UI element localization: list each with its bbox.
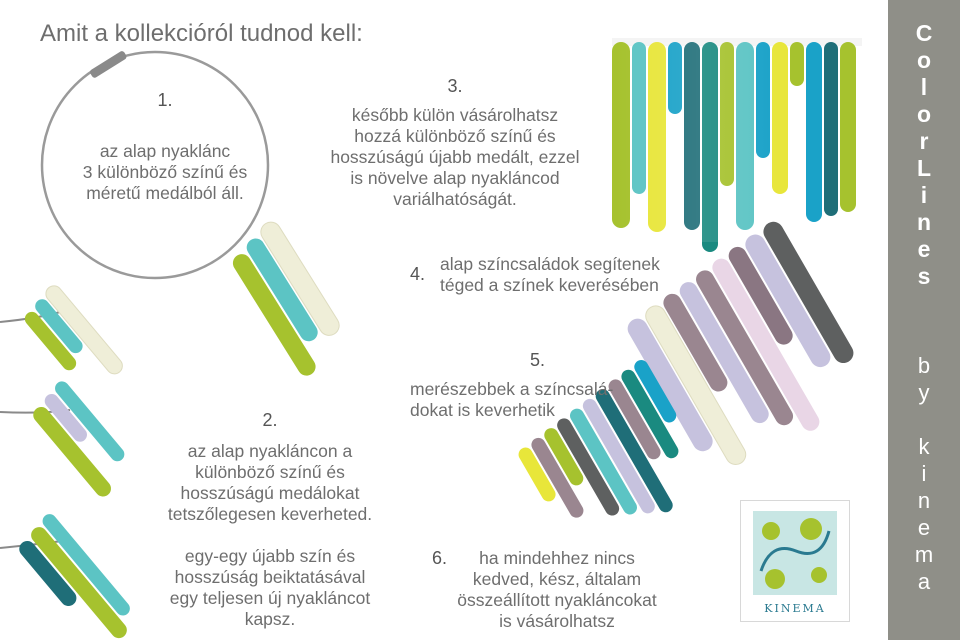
tagline-letter: k xyxy=(918,434,930,459)
logo-text: KINEMA xyxy=(764,602,826,615)
tagline-letter: n xyxy=(917,488,931,513)
step-4-number: 4. xyxy=(410,264,426,284)
tagline-letter: i xyxy=(921,461,927,486)
brand-letter: n xyxy=(916,209,932,235)
tagline-letter: y xyxy=(918,380,930,405)
brand-letter: o xyxy=(916,47,932,73)
tagline-letter xyxy=(888,406,960,433)
brand-tagline xyxy=(888,352,960,595)
step-6-text: ha mindehhez nincs kedved, kész, általam összeállított nyakláncokat is vásárolhatsz xyxy=(457,548,657,631)
tagline-letter: b xyxy=(917,353,931,378)
variant-necklace-3 xyxy=(0,511,142,640)
brand-letter: C xyxy=(915,20,933,46)
variant-necklace-2 xyxy=(0,379,139,500)
step-5 xyxy=(410,350,650,421)
kinema-logo-emblem xyxy=(741,501,849,601)
step-5-text: merészebbek a színcsalá- dokat is keverhetik xyxy=(410,379,614,420)
step-2 xyxy=(150,410,390,630)
step-2-number: 2. xyxy=(262,410,278,430)
kinema-logo xyxy=(740,500,850,622)
brand-letter: s xyxy=(917,263,931,289)
brand-letter: r xyxy=(919,128,929,154)
brand-letter: e xyxy=(917,236,931,262)
step-4-text: alap színcsaládok segítenek téged a színek keverésében xyxy=(440,254,660,295)
step-3 xyxy=(310,76,600,210)
tagline-letter: e xyxy=(917,515,931,540)
step-6-number: 6. xyxy=(432,548,448,568)
brand-letter: L xyxy=(916,155,932,181)
step-4 xyxy=(410,254,710,296)
tagline-letter: m xyxy=(914,542,934,567)
page-title: Amit a kollekcióról tudnod kell: xyxy=(40,20,363,47)
brand-letter: o xyxy=(916,101,932,127)
brand-letter: l xyxy=(920,74,928,100)
brand-letter: i xyxy=(920,182,928,208)
tagline-letter: a xyxy=(917,569,931,594)
step-1-number: 1. xyxy=(157,90,173,110)
step-3-text: később külön vásárolhatsz hozzá különböző színű és hosszúságú újabb medált, ezzel is növelve alap nyakláncod variálhatóságát. xyxy=(330,105,580,209)
step-1-text: az alap nyaklánc 3 különböző színű és méretű medálból áll. xyxy=(82,141,248,203)
step-6 xyxy=(432,548,682,632)
step-2-text: az alap nyakláncon a különböző színű és hosszúságú medálokat tetszőlegesen keverheted. egy-egy újabb szín és hosszúság beiktatásával egy teljesen új nyakláncot kapsz. xyxy=(167,441,373,629)
step-3-number: 3. xyxy=(447,76,463,96)
necklace-clasp xyxy=(89,50,128,79)
step-5-number: 5. xyxy=(530,350,546,370)
hanging-pendants-photo xyxy=(612,38,862,252)
variant-necklace-1 xyxy=(0,283,126,398)
step-1 xyxy=(70,90,260,204)
brand-sidebar xyxy=(888,0,960,640)
brand-name xyxy=(888,20,960,290)
